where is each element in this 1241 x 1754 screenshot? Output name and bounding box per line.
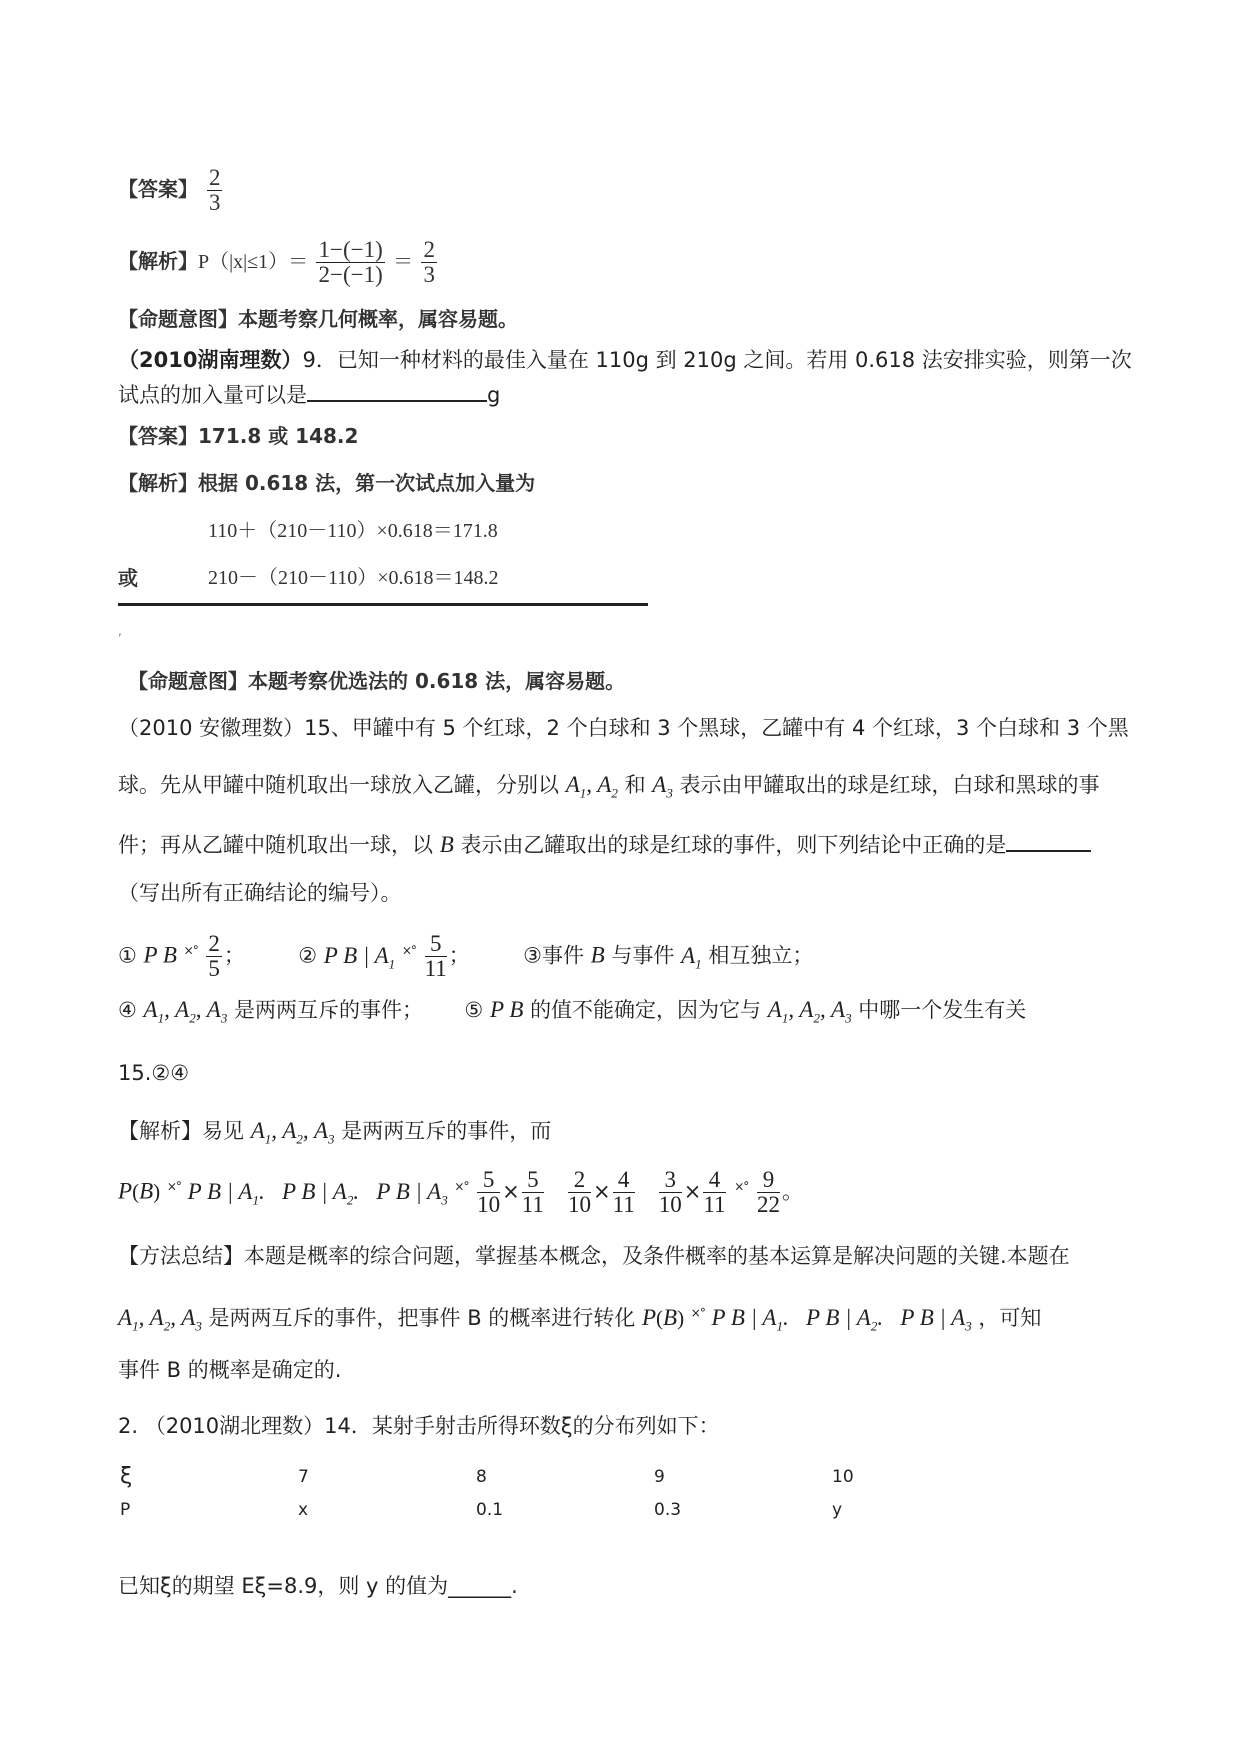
- option-3-event-b: B: [590, 942, 605, 968]
- garbled-glyph: ×°: [401, 943, 416, 958]
- table-cell: P: [120, 1500, 131, 1520]
- option-4-text: 是两两互斥的事件；: [234, 998, 424, 1022]
- option-2-fraction: $\frac{5}{11}$: [424, 931, 447, 981]
- q14-final: 已知ξ的期望 Eξ=8.9，则 y 的值为______.: [118, 1574, 518, 1598]
- fraction-2-numerator: 2: [423, 237, 435, 262]
- method-text-c: ，可知: [978, 1306, 1042, 1330]
- q9-text-1: 9．已知一种材料的最佳入量在 110g 到 210g 之间。若用 0.618 法安排实验，则第一次: [302, 348, 1132, 372]
- option-3-text-a: ③事件: [523, 943, 584, 968]
- table-cell: y: [832, 1500, 843, 1520]
- option-1-expr: P B: [143, 942, 177, 968]
- table-cell: 8: [476, 1467, 487, 1487]
- q14-title: 2. （2010湖北理数）14．某射手射击所得环数ξ的分布列如下：: [118, 1414, 720, 1438]
- option-1-label: ①: [118, 943, 137, 968]
- table-cell: x: [298, 1500, 309, 1520]
- q15-analysis-events: $A_1$, $A_2$, $A_3$: [250, 1118, 335, 1147]
- option-2-expr: P B | $A_1$: [323, 942, 396, 972]
- option-2-label: ②: [298, 943, 318, 968]
- q15-line-3: [118, 830, 1091, 858]
- table-cell: 7: [298, 1467, 309, 1487]
- fraction-1-denominator: 2−(−1): [318, 262, 383, 287]
- q15-text-3b: 表示由乙罐取出的球是红球的事件，则下列结论中正确的是: [460, 833, 1007, 857]
- fraction-1-numerator: 1−(−1): [318, 237, 383, 262]
- q15-analysis-line: [118, 1118, 551, 1153]
- q9-calc-1: 110＋（210－110）×0.618＝171.8: [208, 520, 498, 542]
- analysis-lhs: P（|x|≤1）＝: [198, 251, 309, 273]
- garbled-glyph: ×°: [183, 943, 198, 958]
- formula-period: 。: [781, 1179, 803, 1204]
- option-3-text-c: 相互独立；: [708, 943, 814, 968]
- option-1-fraction: $\frac{2}{5}$: [208, 931, 220, 981]
- q9-answer: 【答案】171.8 或 148.2: [118, 424, 359, 448]
- fraction-2: [421, 238, 437, 287]
- q9-source: （2010湖南理数）: [118, 348, 303, 372]
- answer-label: 【答案】: [118, 177, 198, 201]
- q9-line-1: [118, 347, 1132, 373]
- q9-or-label: 或: [118, 566, 138, 590]
- answer-denominator: 3: [208, 190, 221, 215]
- method-line-1: 【方法总结】本题是概率的综合问题，掌握基本概念，及条件概率的基本运算是解决问题的关键.本题在: [118, 1244, 1070, 1268]
- q9-text-2: 试点的加入量可以是: [118, 383, 307, 407]
- option-4-label: ④: [118, 998, 137, 1022]
- q15-line-4: （写出所有正确结论的编号）。: [118, 881, 402, 905]
- events-a1-a2-a3: $A_1$, $A_2$: [565, 772, 618, 801]
- table-cell: 10: [832, 1467, 854, 1487]
- q9-answer-blank[interactable]: [307, 380, 487, 402]
- method-line-3: 事件 B 的概率是确定的.: [118, 1358, 342, 1382]
- analysis-line-1: [118, 238, 439, 287]
- table-cell: 9: [654, 1467, 665, 1487]
- analysis-label: 【解析】: [118, 249, 198, 273]
- equals-sign: ＝: [393, 251, 414, 273]
- answer-fraction: [207, 166, 223, 215]
- q9-calc-2: 210－（210－110）×0.618＝148.2: [208, 567, 499, 589]
- option-5-label: ⑤: [464, 998, 484, 1022]
- fraction-1: [316, 238, 384, 287]
- option-5-events: $A_1$, $A_2$, $A_3$: [767, 997, 852, 1026]
- method-text-b: 是两两互斥的事件，把事件 B 的概率进行转化: [208, 1306, 636, 1330]
- q15-answer: 15.②④: [118, 1061, 190, 1085]
- q15-text-2b: 表示由甲罐取出的球是红球，白球和黑球的事: [679, 773, 1100, 797]
- event-b: B: [439, 832, 454, 857]
- table-cell: 0.3: [654, 1500, 682, 1520]
- option-3-text-b: 与事件: [611, 943, 675, 968]
- fraction-2-denominator: 3: [423, 262, 435, 287]
- option-5-text-a: 的值不能确定，因为它与: [530, 998, 762, 1022]
- answer-numerator: 2: [208, 165, 221, 190]
- q15-analysis-a: 【解析】易见: [118, 1119, 244, 1143]
- option-5-expr: P B: [489, 997, 524, 1022]
- q9-line-2: [118, 380, 500, 408]
- option-5-text-b: 中哪一个发生有关: [858, 998, 1027, 1022]
- q9-analysis: 【解析】根据 0.618 法，第一次试点加入量为: [118, 471, 536, 495]
- options-row-2: [118, 997, 1026, 1032]
- method-line-2: $A_1$, $A_2$, $A_3$ 是两两互斥的事件，把事件 B 的概率进行转化 P(B) ×° P B | $A_1$. P B | $A_2$. P B | $A_3$ ，可知: [118, 1305, 1042, 1334]
- q9-unit: g: [487, 383, 501, 407]
- answer-line: [118, 166, 224, 215]
- table-cell: 0.1: [476, 1500, 504, 1520]
- q9-intent: 【命题意图】本题考察优选法的 0.618 法，属容易题。: [128, 669, 626, 693]
- probability-formula: P(B) ×° P B | $A_1$. P B | $A_2$. P B | $A_3$ ×° $\frac{5}{10}$ × $\frac{5}{11}$ $\frac{2}{10}$ × $\frac{4}{11}$ $\frac{3}{10}$ × $\frac{4}{11}$ ×° $\frac{9}{22}$ 。: [118, 1167, 803, 1217]
- q15-line-1: （2010 安徽理数）15、甲罐中有 5 个红球，2 个白球和 3 个黑球，乙罐中有 4 个红球，3 个白球和 3 个黑: [118, 716, 1129, 740]
- q15-answer-blank[interactable]: [1006, 830, 1091, 852]
- intent-line-1: 【命题意图】本题考察几何概率，属容易题。: [118, 307, 518, 331]
- table-cell: ξ: [120, 1464, 133, 1489]
- option-4-events: $A_1$, $A_2$, $A_3$: [143, 997, 228, 1026]
- event-a3: $A_3$: [652, 772, 673, 801]
- options-row-1: ① P B ×° $\frac{2}{5}$ ； ② P B | $A_1$ ×° $\frac{5}{11}$ ； ③事件 B 与事件 $A_1$ 相互独立；: [118, 931, 814, 981]
- option-3-event-a1: $A_1$: [681, 942, 702, 972]
- stray-mark: ,: [118, 624, 122, 638]
- q15-analysis-b: 是两两互斥的事件，而: [341, 1119, 552, 1143]
- horizontal-rule: [118, 603, 648, 606]
- q15-text-2a: 球。先从甲罐中随机取出一球放入乙罐，分别以: [118, 773, 559, 797]
- q15-line-2: 球。先从甲罐中随机取出一球放入乙罐，分别以 $A_1$, $A_2$ 和 $A_3$ 表示由甲罐取出的球是红球，白球和黑球的事: [118, 772, 1100, 801]
- q15-text-3a: 件；再从乙罐中随机取出一球，以: [118, 833, 433, 857]
